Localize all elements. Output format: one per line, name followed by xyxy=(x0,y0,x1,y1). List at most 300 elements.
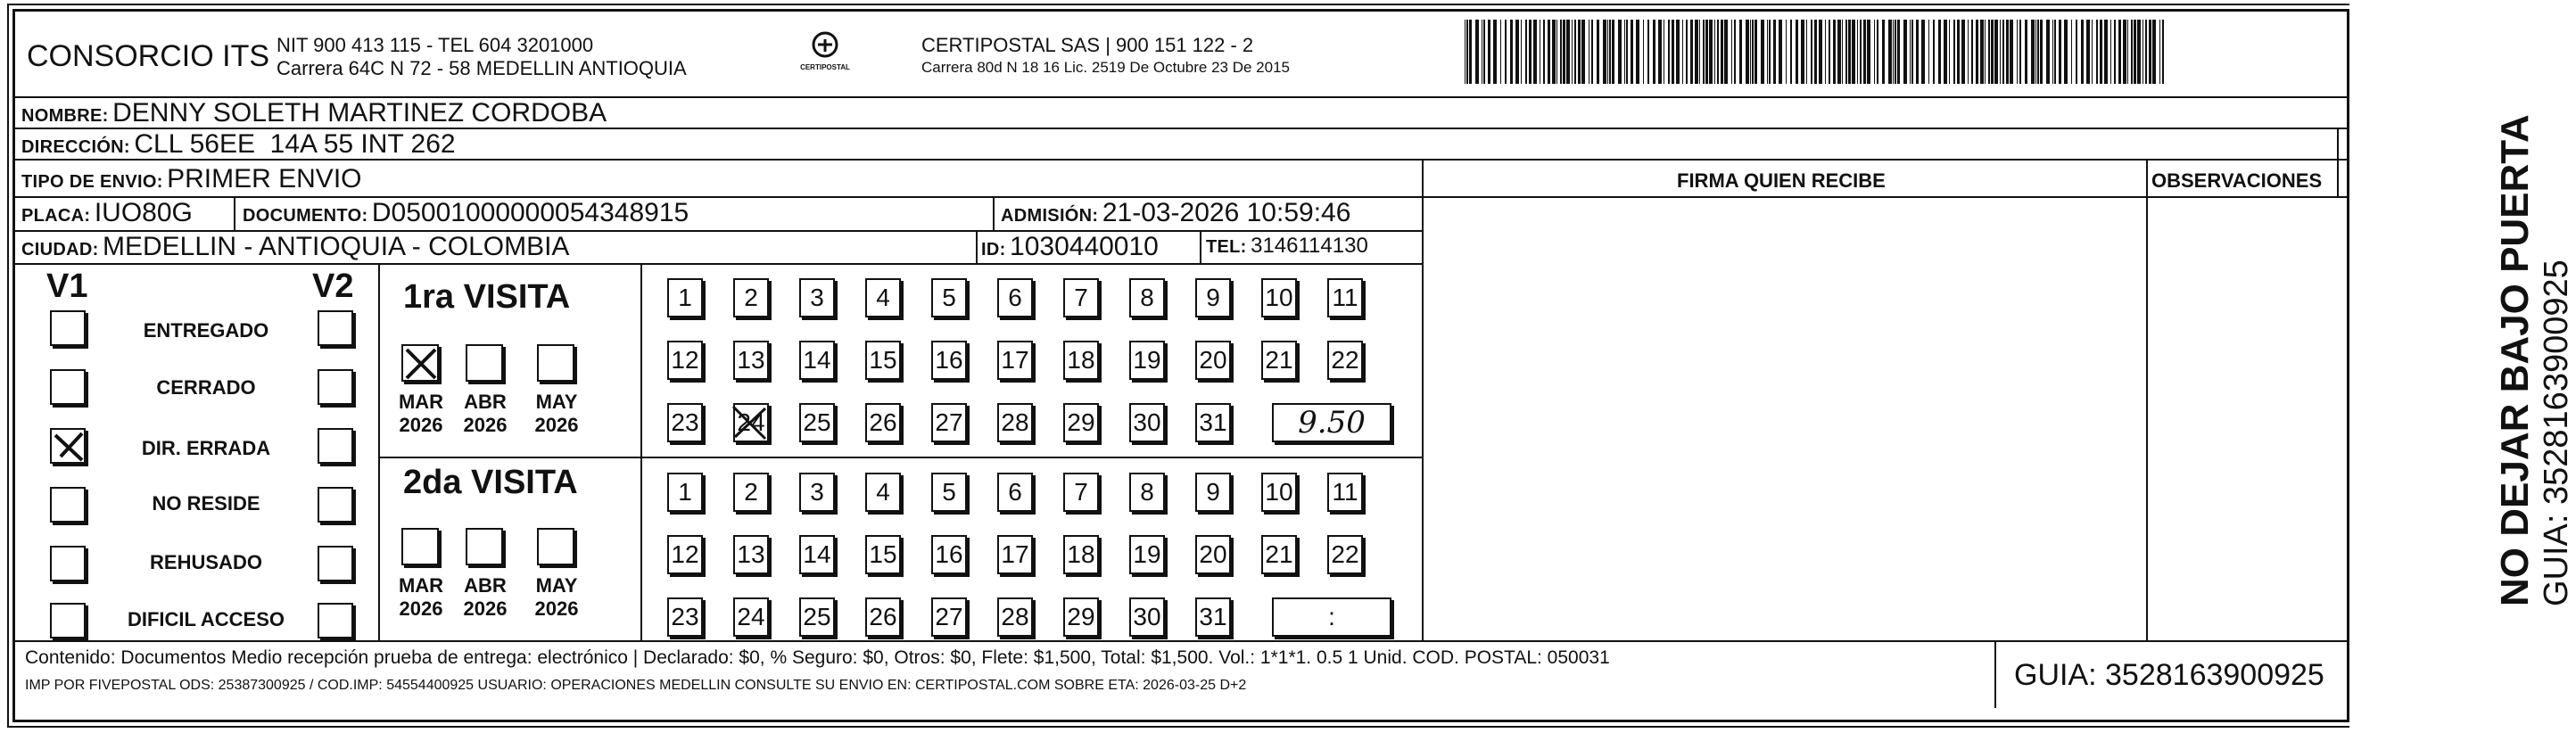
barcode-bar xyxy=(1829,20,1830,84)
month-label: MAR 2026 xyxy=(398,391,444,436)
barcode-bar xyxy=(2052,20,2053,84)
barcode-bar xyxy=(1837,20,1841,84)
barcode-bar xyxy=(1469,20,1472,84)
day-box[interactable]: 29 xyxy=(1063,403,1099,442)
barcode-bar xyxy=(1521,20,1522,84)
barcode-bar xyxy=(1574,20,1576,84)
barcode-bar xyxy=(1566,20,1570,84)
status-label: ENTREGADO xyxy=(143,319,269,342)
status-label: REHUSADO xyxy=(150,551,262,573)
divider xyxy=(12,640,2349,642)
v1-checkbox[interactable] xyxy=(50,603,86,638)
day-box[interactable]: 30 xyxy=(1129,597,1165,637)
barcode-bar xyxy=(1624,20,1625,84)
barcode-bar xyxy=(1957,20,1960,84)
day-box[interactable]: 4 xyxy=(865,473,901,512)
barcode-bar xyxy=(1724,20,1728,84)
month-checkbox[interactable] xyxy=(401,344,439,382)
day-box[interactable]: 15 xyxy=(865,341,901,380)
tel-value: 3146114130 xyxy=(1251,234,1368,258)
day-box[interactable]: 6 xyxy=(997,473,1033,512)
barcode-bar xyxy=(1717,20,1719,84)
barcode-bar xyxy=(1903,20,1907,84)
barcode-bar xyxy=(1618,20,1622,84)
barcode-bar xyxy=(2152,20,2156,84)
day-box[interactable]: 23 xyxy=(667,597,703,637)
barcode-bar xyxy=(2035,20,2036,84)
day-box[interactable]: 1 xyxy=(667,278,703,317)
divider xyxy=(1422,159,1424,640)
barcode-bar xyxy=(2019,20,2021,84)
second-visit-title: 2da VISITA xyxy=(403,464,578,501)
barcode-bar xyxy=(1819,20,1822,84)
divider xyxy=(2337,128,2339,196)
documento-value: D05001000000054348915 xyxy=(371,198,689,227)
barcode-bar xyxy=(1709,20,1713,84)
barcode-bar xyxy=(1897,20,1900,84)
day-box[interactable]: 3 xyxy=(799,278,835,317)
day-box[interactable]: 31 xyxy=(1195,597,1231,637)
barcode-bar xyxy=(1631,20,1633,84)
barcode-bar xyxy=(2118,20,2121,84)
barcode-bar xyxy=(1525,20,1527,84)
day-box[interactable]: 5 xyxy=(931,278,967,317)
barcode-bar xyxy=(1626,20,1628,84)
month-label: ABR 2026 xyxy=(463,391,508,436)
barcode-bar xyxy=(1552,20,1556,84)
barcode-bar xyxy=(1603,20,1606,84)
barcode-bar xyxy=(2017,20,2018,84)
day-box[interactable]: 17 xyxy=(997,341,1033,380)
id-cell xyxy=(981,232,1159,262)
day-box[interactable]: 30 xyxy=(1129,403,1165,442)
barcode-bar xyxy=(2000,20,2001,84)
barcode xyxy=(1463,18,2172,86)
month-label: MAY 2026 xyxy=(534,391,579,436)
barcode-bar xyxy=(1944,20,1947,84)
barcode-bar xyxy=(1714,20,1715,84)
barcode-bar xyxy=(2010,20,2013,84)
barcode-bar xyxy=(1814,20,1817,84)
barcode-bar xyxy=(1938,20,1941,84)
barcode-bar xyxy=(1581,20,1585,84)
v2-checkbox[interactable] xyxy=(318,369,353,405)
day-box[interactable]: 27 xyxy=(931,403,967,442)
tipo-value: PRIMER ENVIO xyxy=(167,164,362,194)
certipostal-logo xyxy=(798,30,852,71)
status-label: DIR. ERRADA xyxy=(141,437,271,459)
side-guia: GUIA: 3528163900925 xyxy=(2538,259,2575,606)
nit-line: NIT 900 413 115 - TEL 604 3201000 xyxy=(277,34,594,56)
barcode-bar xyxy=(2096,20,2098,84)
month-checkbox[interactable] xyxy=(401,528,439,565)
barcode-bar xyxy=(1591,20,1593,84)
barcode-bar xyxy=(1746,20,1749,84)
barcode-bar xyxy=(1699,20,1700,84)
barcode-bar xyxy=(1895,20,1896,84)
barcode-bar xyxy=(2145,20,2147,84)
day-box[interactable]: 10 xyxy=(1261,278,1297,317)
day-box[interactable]: 8 xyxy=(1129,473,1165,512)
day-box[interactable]: 3 xyxy=(799,473,835,512)
divider xyxy=(378,263,380,640)
v2-checkbox[interactable] xyxy=(318,310,353,346)
barcode-bar xyxy=(1801,20,1804,84)
admision-cell xyxy=(1001,198,1350,228)
barcode-bar xyxy=(1647,20,1649,84)
day-box[interactable]: 7 xyxy=(1063,473,1099,512)
direccion-row xyxy=(21,129,456,160)
barcode-bar xyxy=(1882,20,1885,84)
barcode-bar xyxy=(1796,20,1798,84)
barcode-bar xyxy=(1773,20,1776,84)
logo-icon xyxy=(807,30,843,59)
barcode-bar xyxy=(2037,20,2039,84)
barcode-bar xyxy=(1750,20,1751,84)
barcode-bar xyxy=(2025,20,2027,84)
day-box[interactable]: 8 xyxy=(1129,278,1165,317)
barcode-bar xyxy=(1761,20,1764,84)
v2-checkbox[interactable] xyxy=(318,428,353,464)
barcode-bar xyxy=(1505,20,1507,84)
barcode-bar xyxy=(1874,20,1875,84)
day-box[interactable]: 19 xyxy=(1129,341,1165,380)
barcode-bar xyxy=(1731,20,1732,84)
v1-checkbox[interactable] xyxy=(50,310,86,346)
check-mark-icon xyxy=(403,346,439,382)
barcode-bar xyxy=(2131,20,2133,84)
barcode-bar xyxy=(1676,20,1680,84)
nombre-value: DENNY SOLETH MARTINEZ CORDOBA xyxy=(112,98,607,128)
divider xyxy=(234,196,235,230)
day-box[interactable]: 23 xyxy=(667,403,703,442)
barcode-bar xyxy=(1721,20,1723,84)
barcode-bar xyxy=(1754,20,1757,84)
barcode-bar xyxy=(1833,20,1836,84)
barcode-bar xyxy=(1475,20,1479,84)
month-label: MAR 2026 xyxy=(398,574,444,620)
barcode-bar xyxy=(1933,20,1935,84)
barcode-bar xyxy=(2149,20,2151,84)
id-label: ID: xyxy=(981,240,1006,259)
day-box[interactable]: 7 xyxy=(1063,278,1099,317)
time-box[interactable]: 9.50 xyxy=(1272,403,1391,442)
status-label: DIFICIL ACCESO xyxy=(127,608,285,630)
barcode-bar xyxy=(1779,20,1782,84)
barcode-bar xyxy=(2123,20,2126,84)
barcode-bar xyxy=(1806,20,1807,84)
barcode-bar xyxy=(1910,20,1911,84)
day-box[interactable]: 24 xyxy=(733,403,769,442)
barcode-bar xyxy=(1888,20,1892,84)
barcode-bar xyxy=(1976,20,1978,84)
footer-guia: GUIA: 3528163900925 xyxy=(2014,658,2324,692)
barcode-bar xyxy=(2081,20,2084,84)
documento-cell xyxy=(243,198,689,228)
footer-meta: IMP POR FIVEPOSTAL ODS: 25387300925 / COD.IMP: 54554400925 USUARIO: OPERACIONES MEDELLIN CONSULTE SU ENVIO EN: CERTIPOSTAL.COM SOBRE ETA: 2026-03-25 D+2 xyxy=(25,678,1247,693)
barcode-bar xyxy=(1786,20,1787,84)
day-box[interactable]: 18 xyxy=(1063,341,1099,380)
barcode-bar xyxy=(1563,20,1565,84)
barcode-bar xyxy=(1893,20,1894,84)
v1-checkbox[interactable] xyxy=(50,546,86,581)
barcode-bar xyxy=(2092,20,2093,84)
barcode-bar xyxy=(1911,20,1913,84)
barcode-bar xyxy=(1607,20,1608,84)
day-box[interactable]: 22 xyxy=(1327,341,1363,380)
day-box[interactable]: 25 xyxy=(799,403,835,442)
barcode-bar xyxy=(1790,20,1792,84)
tel-cell xyxy=(1206,234,1368,259)
barcode-bar xyxy=(2114,20,2116,84)
day-box[interactable]: 25 xyxy=(799,597,835,637)
admision-value: 21-03-2026 10:59:46 xyxy=(1102,198,1351,227)
barcode-bar xyxy=(2086,20,2090,84)
logo-text: CERTIPOSTAL xyxy=(800,63,850,71)
id-value: 1030440010 xyxy=(1010,232,1159,261)
day-box[interactable]: 29 xyxy=(1063,597,1099,637)
day-box[interactable]: 4 xyxy=(865,278,901,317)
nombre-row xyxy=(21,98,607,128)
day-box[interactable]: 6 xyxy=(997,278,1033,317)
barcode-bar xyxy=(1949,20,1950,84)
barcode-bar xyxy=(1767,20,1768,84)
barcode-bar xyxy=(1560,20,1562,84)
documento-label: DOCUMENTO: xyxy=(243,206,368,226)
barcode-bar xyxy=(1672,20,1674,84)
day-box[interactable]: 13 xyxy=(733,341,769,380)
day-box[interactable]: 28 xyxy=(997,597,1033,637)
placa-label: PLACA: xyxy=(21,206,91,226)
v1-label: V1 xyxy=(46,268,88,305)
company-name: CONSORCIO ITS xyxy=(27,39,270,73)
divider xyxy=(1200,230,1201,263)
barcode-bar xyxy=(1852,20,1855,84)
v1-checkbox[interactable] xyxy=(50,369,86,405)
barcode-bar xyxy=(1916,20,1919,84)
direccion-label: DIRECCIÓN: xyxy=(21,137,130,157)
barcode-bar xyxy=(1734,20,1736,84)
barcode-bar xyxy=(1825,20,1826,84)
barcode-bar xyxy=(1857,20,1858,84)
divider xyxy=(1994,640,1996,708)
day-box[interactable]: 2 xyxy=(733,473,769,512)
barcode-bar xyxy=(2064,20,2068,84)
day-box[interactable]: 2 xyxy=(733,278,769,317)
barcode-bar xyxy=(1668,20,1670,84)
barcode-bar xyxy=(1769,20,1771,84)
barcode-bar xyxy=(1703,20,1705,84)
barcode-bar xyxy=(1953,20,1955,84)
v2-checkbox[interactable] xyxy=(318,546,353,581)
day-box[interactable]: 22 xyxy=(1327,535,1363,574)
v2-label: V2 xyxy=(312,268,354,305)
barcode-bar xyxy=(1533,20,1537,84)
divider xyxy=(640,263,642,640)
certipostal-line2: Carrera 80d N 18 16 Lic. 2519 De Octubre 23 De 2015 xyxy=(921,59,1290,76)
month-checkbox[interactable] xyxy=(537,528,574,565)
direccion-value: CLL 56EE 14A 55 INT 262 xyxy=(134,129,456,159)
status-label: NO RESIDE xyxy=(152,492,260,515)
barcode-bar xyxy=(2046,20,2050,84)
barcode-bar xyxy=(1510,20,1513,84)
barcode-bar xyxy=(1845,20,1847,84)
barcode-bar xyxy=(1867,20,1870,84)
day-box[interactable]: 11 xyxy=(1327,278,1363,317)
day-box[interactable]: 20 xyxy=(1195,341,1231,380)
v1-checkbox[interactable] xyxy=(50,428,86,464)
barcode-bar xyxy=(1597,20,1599,84)
day-box[interactable]: 9 xyxy=(1195,473,1231,512)
barcode-bar xyxy=(1985,20,1986,84)
divider xyxy=(2146,159,2148,640)
day-box[interactable]: 5 xyxy=(931,473,967,512)
barcode-bar xyxy=(1980,20,1984,84)
time-box[interactable]: : xyxy=(1272,597,1391,637)
barcode-bar xyxy=(1705,20,1708,84)
day-box[interactable]: 16 xyxy=(931,535,967,574)
barcode-bar xyxy=(2104,20,2108,84)
barcode-bar xyxy=(1961,20,1965,84)
barcode-bar xyxy=(2137,20,2141,84)
day-box[interactable]: 31 xyxy=(1195,403,1231,442)
barcode-bar xyxy=(1991,20,1994,84)
v2-checkbox[interactable] xyxy=(318,487,353,523)
firma-label: FIRMA QUIEN RECIBE xyxy=(1677,169,1886,192)
check-mark-icon xyxy=(52,430,87,465)
barcode-bar xyxy=(1877,20,1878,84)
nombre-label: NOMBRE: xyxy=(21,106,109,126)
day-box[interactable]: 28 xyxy=(997,403,1033,442)
month-label: ABR 2026 xyxy=(463,574,508,620)
barcode-bar xyxy=(2031,20,2035,84)
ciudad-value: MEDELLIN - ANTIOQUIA - COLOMBIA xyxy=(103,232,570,261)
day-box[interactable]: 1 xyxy=(667,473,703,512)
barcode-bar xyxy=(1643,20,1644,84)
barcode-bar xyxy=(1515,20,1519,84)
barcode-bar xyxy=(1500,20,1501,84)
day-box[interactable]: 24 xyxy=(733,597,769,637)
barcode-bar xyxy=(2076,20,2077,84)
day-box[interactable]: 14 xyxy=(799,535,835,574)
barcode-bar xyxy=(1848,20,1851,84)
barcode-bar xyxy=(1658,20,1662,84)
barcode-bar xyxy=(1695,20,1698,84)
barcode-bar xyxy=(2110,20,2111,84)
tel-label: TEL: xyxy=(1206,237,1247,257)
barcode-bar xyxy=(1682,20,1683,84)
barcode-bar xyxy=(1842,20,1843,84)
day-box[interactable]: 14 xyxy=(799,341,835,380)
barcode-bar xyxy=(1860,20,1862,84)
day-box[interactable]: 11 xyxy=(1327,473,1363,512)
day-box[interactable]: 12 xyxy=(667,535,703,574)
month-checkbox[interactable] xyxy=(466,528,503,565)
ciudad-label: CIUDAD: xyxy=(21,240,99,259)
side-text xyxy=(2493,114,2576,606)
barcode-bar xyxy=(1921,20,1925,84)
v2-checkbox[interactable] xyxy=(318,603,353,638)
barcode-bar xyxy=(2127,20,2128,84)
day-box[interactable]: 20 xyxy=(1195,535,1231,574)
barcode-bar xyxy=(2006,20,2009,84)
v1-checkbox[interactable] xyxy=(50,487,86,523)
barcode-bar xyxy=(2134,20,2136,84)
barcode-bar xyxy=(2002,20,2004,84)
month-checkbox[interactable] xyxy=(466,344,503,382)
day-box[interactable]: 27 xyxy=(931,597,967,637)
barcode-bar xyxy=(2159,20,2160,84)
day-box[interactable]: 10 xyxy=(1261,473,1297,512)
day-box[interactable]: 15 xyxy=(865,535,901,574)
day-box[interactable]: 21 xyxy=(1261,341,1297,380)
day-box[interactable]: 17 xyxy=(997,535,1033,574)
barcode-bar xyxy=(1556,20,1557,84)
month-label: MAY 2026 xyxy=(534,574,579,620)
barcode-bar xyxy=(1465,20,1466,84)
barcode-bar xyxy=(1988,20,1990,84)
barcode-bar xyxy=(2054,20,2056,84)
day-box[interactable]: 18 xyxy=(1063,535,1099,574)
barcode-bar xyxy=(1636,20,1639,84)
barcode-bar xyxy=(1653,20,1655,84)
day-box[interactable]: 21 xyxy=(1261,535,1297,574)
certipostal-line1: CERTIPOSTAL SAS | 900 151 122 - 2 xyxy=(921,34,1254,56)
day-box[interactable]: 13 xyxy=(733,535,769,574)
observaciones-label: OBSERVACIONES xyxy=(2151,169,2323,192)
barcode-bar xyxy=(1686,20,1688,84)
tipo-label: TIPO DE ENVIO: xyxy=(21,172,163,192)
day-box[interactable]: 26 xyxy=(865,597,901,637)
barcode-bar xyxy=(1863,20,1866,84)
tipo-row xyxy=(21,164,362,194)
barcode-bar xyxy=(1968,20,1969,84)
day-box[interactable]: 16 xyxy=(931,341,967,380)
barcode-bar xyxy=(1994,20,1998,84)
footer-content: Contenido: Documentos Medio recepción prueba de entrega: electrónico | Declarado: $0, % Seguro: $0, Otros: $0, Flete: $1,500, Total: $1,500. Vol.: 1*1*1. 0.5 1 Unid. COD. POSTAL: 050031 xyxy=(25,647,1610,668)
barcode-bar xyxy=(1971,20,1973,84)
barcode-bar xyxy=(2100,20,2102,84)
day-box[interactable]: 26 xyxy=(865,403,901,442)
placa-cell xyxy=(21,198,193,228)
barcode-bar xyxy=(1493,20,1497,84)
admision-label: ADMISIÓN: xyxy=(1001,206,1099,226)
barcode-bar xyxy=(1928,20,1929,84)
divider xyxy=(976,230,978,263)
status-label: CERRADO xyxy=(156,376,256,399)
barcode-bar xyxy=(1543,20,1545,84)
barcode-bar xyxy=(1572,20,1573,84)
check-mark-icon xyxy=(730,403,769,442)
barcode-bar xyxy=(1529,20,1532,84)
barcode-bar xyxy=(1752,20,1754,84)
barcode-bar xyxy=(1739,20,1742,84)
first-visit-title: 1ra VISITA xyxy=(403,278,571,316)
barcode-bar xyxy=(1548,20,1550,84)
barcode-bar xyxy=(1578,20,1581,84)
ciudad-cell xyxy=(21,232,569,262)
day-box[interactable]: 9 xyxy=(1195,278,1231,317)
side-warning: NO DEJAR BAJO PUERTA xyxy=(2493,114,2537,606)
month-checkbox[interactable] xyxy=(537,344,574,382)
day-box[interactable]: 19 xyxy=(1129,535,1165,574)
day-box[interactable]: 12 xyxy=(667,341,703,380)
address-line: Carrera 64C N 72 - 58 MEDELLIN ANTIOQUIA xyxy=(277,57,687,79)
divider xyxy=(378,457,1422,458)
barcode-bar xyxy=(2059,20,2061,84)
barcode-bar xyxy=(2040,20,2043,84)
barcode-bar xyxy=(1483,20,1485,84)
